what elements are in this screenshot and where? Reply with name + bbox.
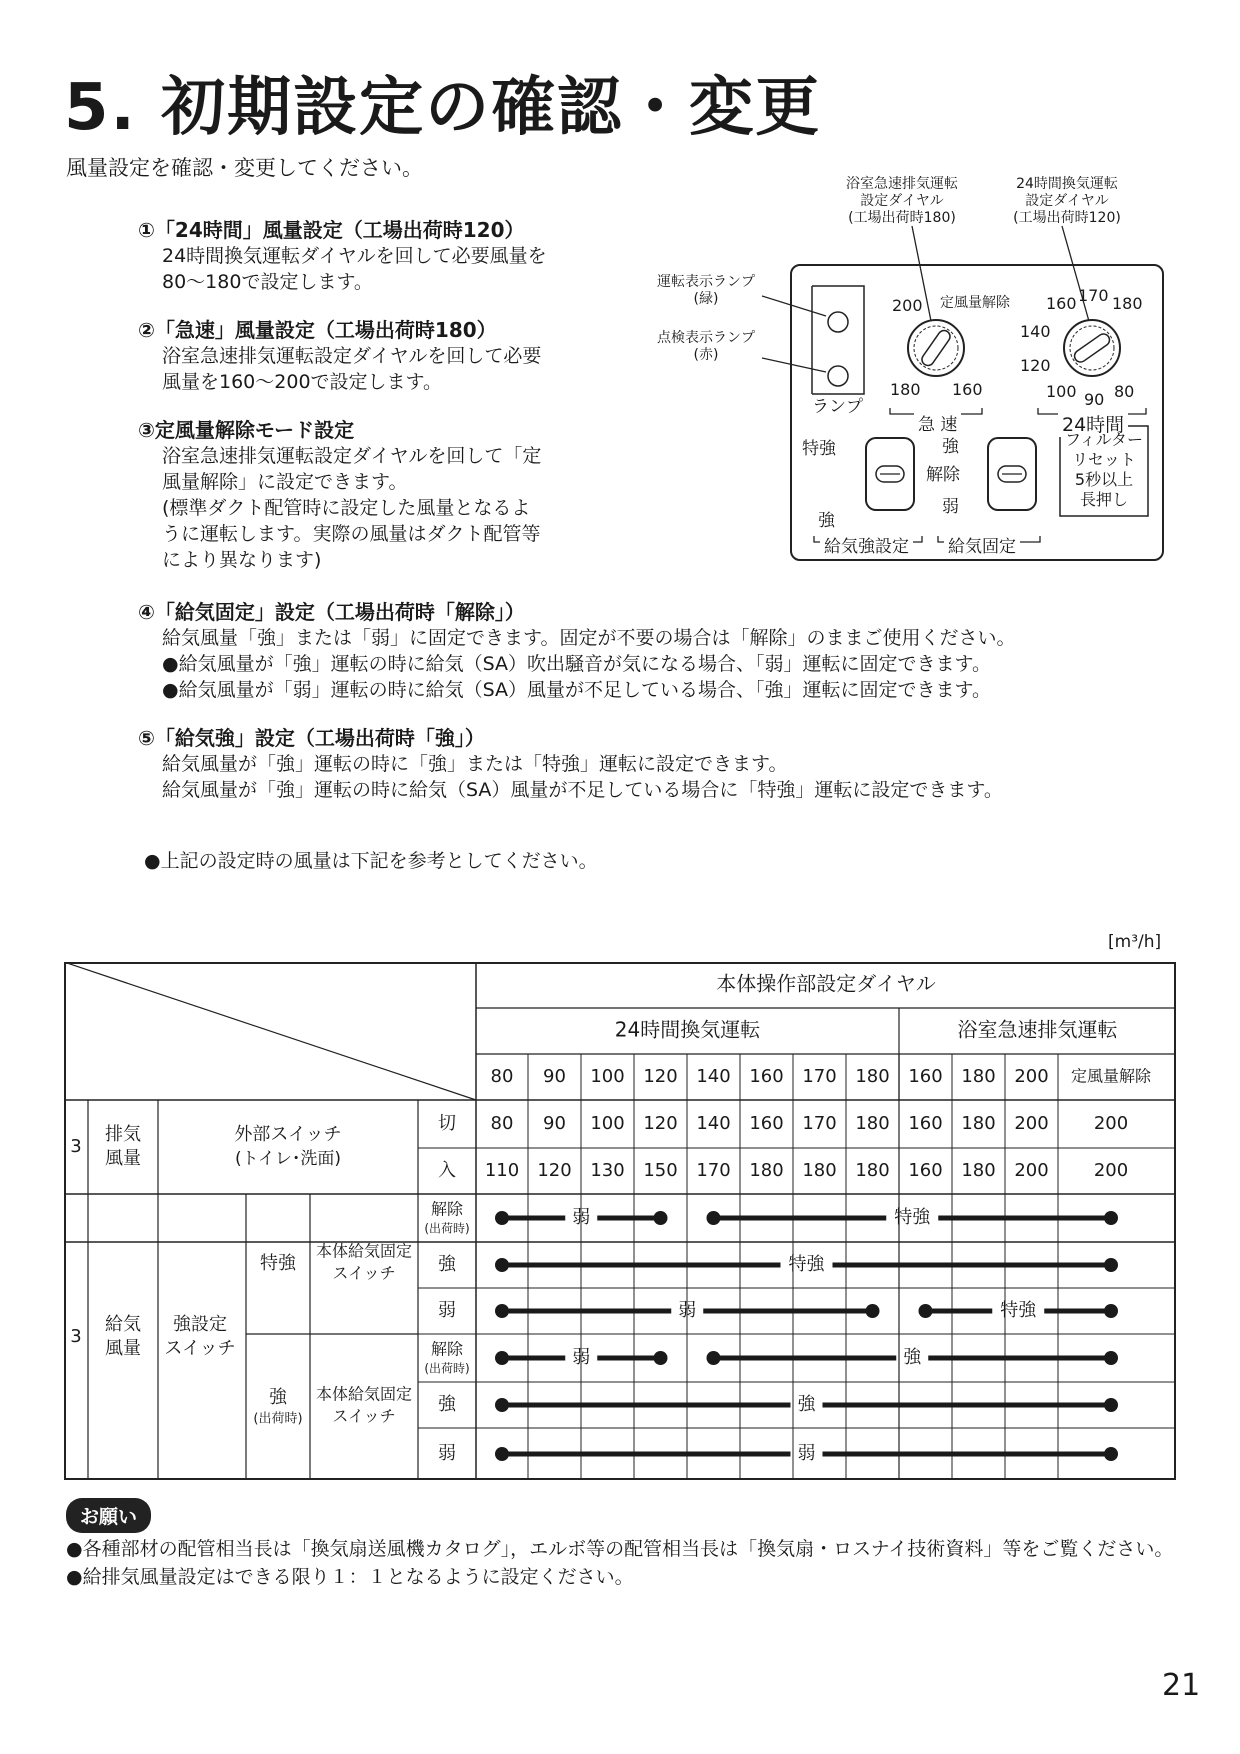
row-label: 排気 — [105, 1124, 141, 1145]
caption-line: (赤) — [693, 347, 719, 363]
section-body — [138, 751, 1003, 803]
range-end-dot — [866, 1304, 880, 1318]
range-start-dot — [707, 1351, 721, 1365]
cell-value: 180 — [961, 1113, 996, 1134]
section-heading: ③定風量解除モード設定 — [138, 418, 355, 442]
quick-label: 急 速 — [914, 410, 961, 435]
switch-label: 本体給気固定 — [315, 1384, 413, 1404]
table-unit: [m³/h] — [1108, 932, 1162, 952]
section-5 — [138, 722, 1003, 803]
header-24h: 24時間換気運転 — [614, 1017, 761, 1042]
quick-tick: 180 — [890, 380, 921, 399]
column-header: 定風量解除 — [1070, 1066, 1152, 1086]
switch-label: (トイレ･洗面) — [235, 1149, 341, 1169]
section-line: 給気風量が「強」運転の時に給気（SA）風量が不足している場合に「特強」運転に設定できます。 — [162, 779, 1003, 801]
cell-value: 140 — [696, 1113, 731, 1134]
row-state: 強 — [438, 1254, 456, 1275]
group-name: 強 — [269, 1387, 287, 1408]
row-label: 給気 — [105, 1314, 141, 1335]
filter-reset-line: 5秒以上 — [1074, 470, 1134, 489]
range-end-dot — [1104, 1258, 1118, 1272]
tick-24: 120 — [1020, 356, 1051, 375]
range-label: 弱 — [678, 1300, 697, 1321]
quick-tick: 定風量解除 — [940, 295, 1010, 311]
range-end-dot — [654, 1351, 668, 1365]
row-state-sub: (出荷時) — [424, 1221, 470, 1236]
range-end-dot — [1104, 1211, 1118, 1225]
cell-value: 120 — [643, 1113, 678, 1134]
airflow-table-grid — [64, 962, 1176, 1480]
tick-24: 180 — [1112, 294, 1143, 313]
switch-label: スイッチ — [332, 1263, 396, 1283]
section-line: 浴室急速排気運転設定ダイヤルを回して「定 — [162, 445, 542, 467]
cell-value: 110 — [484, 1160, 520, 1181]
range-start-dot — [707, 1211, 721, 1225]
caption-line: (緑) — [693, 291, 719, 307]
cell-value: 130 — [590, 1160, 625, 1181]
sw2-name: 給気固定 — [944, 532, 1020, 557]
section-line: うに運転します。実際の風量はダクト配管等 — [162, 523, 541, 545]
row-label: 風量 — [105, 1338, 141, 1359]
lamp-label: ランプ — [812, 397, 863, 417]
column-header: 100 — [590, 1066, 625, 1087]
notice-line: ●給排気風量設定はできる限り１：１となるように設定ください。 — [66, 1566, 634, 1588]
row-label: 風量 — [105, 1148, 141, 1169]
row-state: 入 — [438, 1160, 456, 1181]
range-label: 特強 — [1000, 1300, 1037, 1321]
section-bullet: ●給気風量が「弱」運転の時に給気（SA）風量が不足している場合、「強」運転に固定できます。 — [162, 679, 991, 701]
row-state: 弱 — [438, 1443, 456, 1464]
caption-line: 設定ダイヤル — [860, 193, 944, 209]
cell-value: 200 — [1093, 1160, 1129, 1181]
section-heading: ④「給気固定」設定（工場出荷時「解除」） — [138, 600, 525, 624]
quick-tick: 200 — [892, 296, 923, 315]
row-state: 解除 — [430, 1199, 464, 1219]
switch-label: 外部スイッチ — [234, 1124, 342, 1145]
switch-label: スイッチ — [332, 1406, 396, 1426]
page-number: 21 — [1162, 1668, 1201, 1703]
sw1-label: 強 — [818, 511, 835, 531]
cell-value: 180 — [802, 1160, 837, 1181]
column-header: 170 — [802, 1066, 837, 1087]
section-line: (標準ダクト配管時に設定した風量となるよ — [162, 497, 531, 519]
switch-label: 本体給気固定 — [315, 1241, 413, 1261]
sw2-label: 強 — [942, 437, 959, 457]
caption-line: (工場出荷時180) — [848, 210, 956, 226]
cell-value: 120 — [537, 1160, 572, 1181]
range-start-dot — [495, 1304, 509, 1318]
range-label: 強 — [797, 1394, 816, 1415]
run-lamp-icon — [828, 312, 848, 332]
tick-24: 170 — [1078, 286, 1109, 305]
range-start-dot — [495, 1211, 509, 1225]
column-header: 180 — [961, 1066, 996, 1087]
cell-value: 90 — [543, 1113, 566, 1134]
group-name: 特強 — [260, 1253, 296, 1274]
section-line: 給気風量が「強」運転の時に「強」または「特強」運転に設定できます。 — [162, 753, 788, 775]
range-start-dot — [495, 1447, 509, 1461]
cell-value: 180 — [855, 1113, 890, 1134]
section-line: 24時間換気運転ダイヤルを回して必要風量を — [162, 245, 547, 267]
row-state-sub: (出荷時) — [424, 1361, 470, 1376]
cell-value: 180 — [855, 1160, 890, 1181]
section-body — [138, 625, 1015, 703]
filter-reset-line: 長押し — [1079, 490, 1128, 509]
row-num: 3 — [70, 1326, 82, 1347]
caption-line: 設定ダイヤル — [1025, 193, 1109, 209]
sw1-name: 給気強設定 — [820, 532, 913, 557]
section-bullet: ●給気風量が「強」運転の時に給気（SA）吹出騒音が気になる場合、「弱」運転に固定できます。 — [162, 653, 991, 675]
range-label: 強 — [903, 1347, 922, 1368]
column-header: 120 — [643, 1066, 678, 1087]
range-label: 特強 — [894, 1207, 931, 1228]
column-header: 140 — [696, 1066, 731, 1087]
quick-tick: 160 — [952, 380, 983, 399]
cell-value: 100 — [590, 1113, 625, 1134]
caption-line: 点検表示ランプ — [657, 330, 755, 346]
range-end-dot — [1104, 1447, 1118, 1461]
caption-line: 24時間換気運転 — [1016, 176, 1118, 192]
section-line: 給気風量「強」または「弱」に固定できます。固定が不要の場合は「解除」のままご使用ください。 — [162, 627, 1016, 649]
tick-24: 90 — [1084, 390, 1105, 409]
row-state: 解除 — [430, 1339, 464, 1359]
cell-value: 80 — [490, 1113, 514, 1134]
column-header: 180 — [855, 1066, 890, 1087]
range-start-dot — [495, 1351, 509, 1365]
column-header: 160 — [749, 1066, 784, 1087]
reference-note: ●上記の設定時の風量は下記を参考としてください。 — [144, 850, 598, 872]
switch-label: 強設定 — [173, 1314, 227, 1335]
corner-diagonal — [64, 962, 476, 1100]
range-label: 弱 — [797, 1443, 816, 1464]
cell-value: 160 — [749, 1113, 784, 1134]
row-state: 弱 — [438, 1300, 456, 1321]
notice-line: ●各種部材の配管相当長は「換気扇送風機カタログ」，エルボ等の配管相当長は「換気扇・ロスナイ技術資料」等をご覧ください。 — [66, 1538, 1174, 1560]
section-heading: ②「急速」風量設定（工場出荷時180） — [138, 318, 497, 342]
section-heading: ①「24時間」風量設定（工場出荷時120） — [138, 218, 525, 242]
column-header: 90 — [543, 1066, 566, 1087]
intro-text: 風量設定を確認・変更してください。 — [66, 156, 423, 180]
notice-badge: お願い — [66, 1498, 151, 1533]
cell-value: 180 — [961, 1160, 996, 1181]
column-header: 80 — [490, 1066, 514, 1087]
column-header: 200 — [1014, 1066, 1049, 1087]
control-panel — [790, 264, 1164, 561]
cell-value: 160 — [908, 1160, 943, 1181]
cell-value: 170 — [802, 1113, 837, 1134]
row-state: 切 — [438, 1113, 456, 1134]
tick-24: 100 — [1046, 382, 1077, 401]
cell-value: 170 — [696, 1160, 731, 1181]
range-label: 特強 — [788, 1254, 825, 1275]
cell-value: 200 — [1014, 1113, 1049, 1134]
label-24: 24時間 — [1058, 410, 1128, 437]
cell-value: 200 — [1093, 1113, 1129, 1134]
range-end-dot — [1104, 1304, 1118, 1318]
header-quick: 浴室急速排気運転 — [957, 1017, 1118, 1042]
cell-value: 180 — [749, 1160, 784, 1181]
caption-line: (工場出荷時120) — [1013, 210, 1121, 226]
cell-value: 160 — [908, 1113, 943, 1134]
cell-value: 200 — [1014, 1160, 1049, 1181]
range-start-dot — [919, 1304, 933, 1318]
caption-line: 運転表示ランプ — [657, 274, 755, 290]
range-start-dot — [495, 1398, 509, 1412]
section-line: 浴室急速排気運転設定ダイヤルを回して必要 — [162, 345, 542, 367]
range-end-dot — [1104, 1398, 1118, 1412]
range-start-dot — [495, 1258, 509, 1272]
range-label: 弱 — [572, 1347, 591, 1368]
sw2-label: 解除 — [926, 465, 960, 485]
page-title: 5. 初期設定の確認・変更 — [64, 71, 822, 145]
section-line: により異なります) — [162, 549, 322, 571]
row-num: 3 — [70, 1136, 82, 1157]
range-label: 弱 — [572, 1207, 591, 1228]
caption-line: 浴室急速排気運転 — [846, 176, 958, 192]
section-4 — [138, 596, 1015, 703]
row-state: 強 — [438, 1394, 456, 1415]
airflow-table — [64, 962, 1176, 1480]
sw1-label: 特強 — [802, 439, 836, 459]
range-end-dot — [1104, 1351, 1118, 1365]
filter-reset-line: リセット — [1072, 450, 1136, 469]
tick-24: 80 — [1114, 382, 1135, 401]
section-heading: ⑤「給気強」設定（工場出荷時「強」） — [138, 726, 485, 750]
cell-value: 150 — [643, 1160, 678, 1181]
group-sub: (出荷時) — [253, 1411, 303, 1427]
column-header: 160 — [908, 1066, 943, 1087]
sw2-label: 弱 — [942, 497, 959, 517]
filter-reset-label — [1060, 430, 1148, 510]
switch-label: スイッチ — [164, 1338, 236, 1359]
check-lamp-icon — [828, 366, 848, 386]
section-line: 80～180で設定します。 — [162, 271, 373, 293]
tick-24: 140 — [1020, 322, 1051, 341]
filter-reset-line: フィルター — [1064, 430, 1144, 449]
section-line: 風量を160～200で設定します。 — [162, 371, 443, 393]
tick-24: 160 — [1046, 294, 1077, 313]
header-main: 本体操作部設定ダイヤル — [716, 971, 936, 996]
range-end-dot — [654, 1211, 668, 1225]
section-line: 風量解除」に設定できます。 — [162, 471, 408, 493]
